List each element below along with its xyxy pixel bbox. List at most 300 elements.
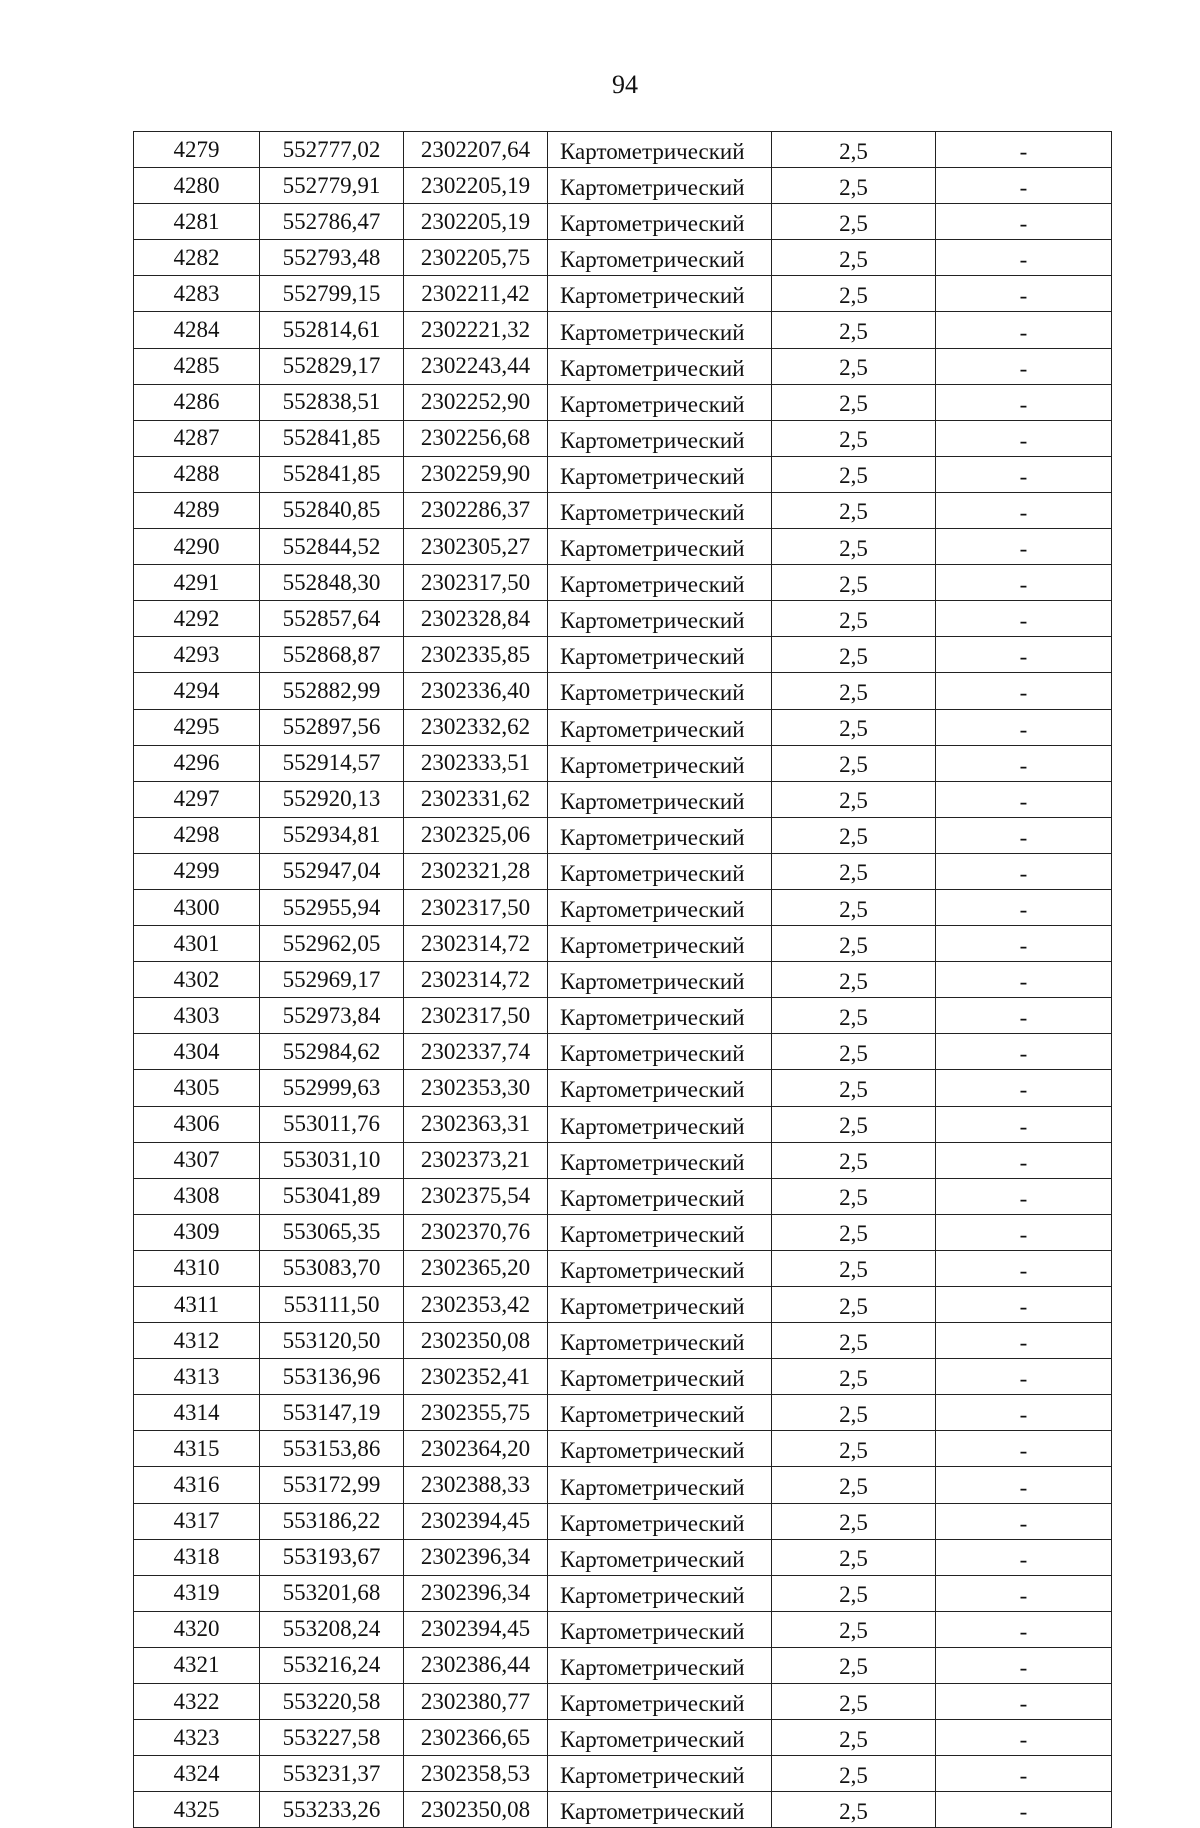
table-row [134, 276, 1112, 312]
x-coordinate-cell: 552841,85 [260, 420, 404, 456]
table-row [134, 204, 1112, 240]
point-number-cell: 4304 [134, 1034, 260, 1070]
table-row [134, 709, 1112, 745]
y-coordinate-cell: 2302380,77 [404, 1684, 548, 1720]
point-number-cell: 4298 [134, 817, 260, 853]
note-cell: - [936, 889, 1112, 925]
note-cell: - [936, 529, 1112, 565]
note-cell: - [936, 601, 1112, 637]
accuracy-cell: 2,5 [772, 1467, 936, 1503]
table-row [134, 998, 1112, 1034]
point-number-cell: 4321 [134, 1647, 260, 1683]
accuracy-cell: 2,5 [772, 926, 936, 962]
y-coordinate-cell: 2302205,19 [404, 168, 548, 204]
x-coordinate-cell: 552962,05 [260, 926, 404, 962]
point-number-cell: 4311 [134, 1287, 260, 1323]
y-coordinate-cell: 2302337,74 [404, 1034, 548, 1070]
accuracy-cell: 2,5 [772, 1431, 936, 1467]
y-coordinate-cell: 2302353,30 [404, 1070, 548, 1106]
y-coordinate-cell: 2302286,37 [404, 492, 548, 528]
y-coordinate-cell: 2302333,51 [404, 745, 548, 781]
y-coordinate-cell: 2302358,53 [404, 1756, 548, 1792]
accuracy-cell: 2,5 [772, 637, 936, 673]
method-cell: Картометрический [548, 240, 772, 276]
table-row [134, 853, 1112, 889]
y-coordinate-cell: 2302388,33 [404, 1467, 548, 1503]
table-row [134, 745, 1112, 781]
x-coordinate-cell: 553193,67 [260, 1539, 404, 1575]
x-coordinate-cell: 552947,04 [260, 853, 404, 889]
note-cell: - [936, 1106, 1112, 1142]
x-coordinate-cell: 553231,37 [260, 1756, 404, 1792]
accuracy-cell: 2,5 [772, 565, 936, 601]
table-row [134, 1395, 1112, 1431]
accuracy-cell: 2,5 [772, 384, 936, 420]
point-number-cell: 4317 [134, 1503, 260, 1539]
accuracy-cell: 2,5 [772, 1575, 936, 1611]
y-coordinate-cell: 2302207,64 [404, 132, 548, 168]
accuracy-cell: 2,5 [772, 276, 936, 312]
accuracy-cell: 2,5 [772, 962, 936, 998]
point-number-cell: 4291 [134, 565, 260, 601]
note-cell: - [936, 1214, 1112, 1250]
note-cell: - [936, 1287, 1112, 1323]
method-cell: Картометрический [548, 1611, 772, 1647]
point-number-cell: 4280 [134, 168, 260, 204]
accuracy-cell: 2,5 [772, 492, 936, 528]
table-row [134, 1178, 1112, 1214]
note-cell: - [936, 384, 1112, 420]
accuracy-cell: 2,5 [772, 529, 936, 565]
y-coordinate-cell: 2302317,50 [404, 565, 548, 601]
y-coordinate-cell: 2302373,21 [404, 1142, 548, 1178]
accuracy-cell: 2,5 [772, 168, 936, 204]
x-coordinate-cell: 552814,61 [260, 312, 404, 348]
note-cell: - [936, 926, 1112, 962]
y-coordinate-cell: 2302325,06 [404, 817, 548, 853]
accuracy-cell: 2,5 [772, 745, 936, 781]
method-cell: Картометрический [548, 1323, 772, 1359]
accuracy-cell: 2,5 [772, 1503, 936, 1539]
x-coordinate-cell: 552973,84 [260, 998, 404, 1034]
note-cell: - [936, 1467, 1112, 1503]
method-cell: Картометрический [548, 1756, 772, 1792]
table-row [134, 1792, 1112, 1828]
point-number-cell: 4312 [134, 1323, 260, 1359]
point-number-cell: 4284 [134, 312, 260, 348]
point-number-cell: 4293 [134, 637, 260, 673]
table-row [134, 240, 1112, 276]
accuracy-cell: 2,5 [772, 420, 936, 456]
x-coordinate-cell: 552934,81 [260, 817, 404, 853]
y-coordinate-cell: 2302394,45 [404, 1503, 548, 1539]
accuracy-cell: 2,5 [772, 1756, 936, 1792]
accuracy-cell: 2,5 [772, 1647, 936, 1683]
note-cell: - [936, 1178, 1112, 1214]
method-cell: Картометрический [548, 1359, 772, 1395]
y-coordinate-cell: 2302396,34 [404, 1575, 548, 1611]
method-cell: Картометрический [548, 1287, 772, 1323]
method-cell: Картометрический [548, 1395, 772, 1431]
point-number-cell: 4313 [134, 1359, 260, 1395]
table-row [134, 1106, 1112, 1142]
accuracy-cell: 2,5 [772, 998, 936, 1034]
accuracy-cell: 2,5 [772, 312, 936, 348]
y-coordinate-cell: 2302331,62 [404, 781, 548, 817]
y-coordinate-cell: 2302314,72 [404, 926, 548, 962]
table-row [134, 637, 1112, 673]
method-cell: Картометрический [548, 1503, 772, 1539]
y-coordinate-cell: 2302350,08 [404, 1792, 548, 1828]
page-number: 94 [612, 70, 638, 99]
table-row [134, 1720, 1112, 1756]
point-number-cell: 4288 [134, 456, 260, 492]
accuracy-cell: 2,5 [772, 1106, 936, 1142]
accuracy-cell: 2,5 [772, 853, 936, 889]
method-cell: Картометрический [548, 926, 772, 962]
y-coordinate-cell: 2302221,32 [404, 312, 548, 348]
point-number-cell: 4310 [134, 1250, 260, 1286]
note-cell: - [936, 1503, 1112, 1539]
x-coordinate-cell: 552799,15 [260, 276, 404, 312]
y-coordinate-cell: 2302336,40 [404, 673, 548, 709]
table-row [134, 817, 1112, 853]
y-coordinate-cell: 2302314,72 [404, 962, 548, 998]
note-cell: - [936, 456, 1112, 492]
table-row [134, 889, 1112, 925]
table-row [134, 492, 1112, 528]
method-cell: Картометрический [548, 529, 772, 565]
table-row [134, 1539, 1112, 1575]
x-coordinate-cell: 552777,02 [260, 132, 404, 168]
table-row [134, 384, 1112, 420]
y-coordinate-cell: 2302328,84 [404, 601, 548, 637]
point-number-cell: 4308 [134, 1178, 260, 1214]
note-cell: - [936, 492, 1112, 528]
table-row [134, 1684, 1112, 1720]
x-coordinate-cell: 553172,99 [260, 1467, 404, 1503]
point-number-cell: 4285 [134, 348, 260, 384]
point-number-cell: 4309 [134, 1214, 260, 1250]
accuracy-cell: 2,5 [772, 1214, 936, 1250]
point-number-cell: 4299 [134, 853, 260, 889]
accuracy-cell: 2,5 [772, 1792, 936, 1828]
accuracy-cell: 2,5 [772, 673, 936, 709]
x-coordinate-cell: 552955,94 [260, 889, 404, 925]
table-row [134, 1070, 1112, 1106]
method-cell: Картометрический [548, 565, 772, 601]
note-cell: - [936, 1395, 1112, 1431]
note-cell: - [936, 1647, 1112, 1683]
x-coordinate-cell: 552844,52 [260, 529, 404, 565]
method-cell: Картометрический [548, 132, 772, 168]
point-number-cell: 4303 [134, 998, 260, 1034]
point-number-cell: 4289 [134, 492, 260, 528]
x-coordinate-cell: 552840,85 [260, 492, 404, 528]
method-cell: Картометрический [548, 1684, 772, 1720]
table-row [134, 529, 1112, 565]
point-number-cell: 4290 [134, 529, 260, 565]
point-number-cell: 4322 [134, 1684, 260, 1720]
table-row [134, 1647, 1112, 1683]
x-coordinate-cell: 553147,19 [260, 1395, 404, 1431]
accuracy-cell: 2,5 [772, 1539, 936, 1575]
note-cell: - [936, 1684, 1112, 1720]
y-coordinate-cell: 2302305,27 [404, 529, 548, 565]
point-number-cell: 4306 [134, 1106, 260, 1142]
method-cell: Картометрический [548, 276, 772, 312]
note-cell: - [936, 817, 1112, 853]
point-number-cell: 4282 [134, 240, 260, 276]
note-cell: - [936, 1792, 1112, 1828]
x-coordinate-cell: 552984,62 [260, 1034, 404, 1070]
method-cell: Картометрический [548, 312, 772, 348]
point-number-cell: 4283 [134, 276, 260, 312]
x-coordinate-cell: 552999,63 [260, 1070, 404, 1106]
method-cell: Картометрический [548, 673, 772, 709]
y-coordinate-cell: 2302321,28 [404, 853, 548, 889]
table-row [134, 312, 1112, 348]
point-number-cell: 4292 [134, 601, 260, 637]
x-coordinate-cell: 552848,30 [260, 565, 404, 601]
y-coordinate-cell: 2302386,44 [404, 1647, 548, 1683]
x-coordinate-cell: 552779,91 [260, 168, 404, 204]
note-cell: - [936, 1611, 1112, 1647]
table-row [134, 132, 1112, 168]
method-cell: Картометрический [548, 1467, 772, 1503]
accuracy-cell: 2,5 [772, 709, 936, 745]
method-cell: Картометрический [548, 1720, 772, 1756]
y-coordinate-cell: 2302317,50 [404, 998, 548, 1034]
x-coordinate-cell: 552838,51 [260, 384, 404, 420]
note-cell: - [936, 204, 1112, 240]
table-row [134, 962, 1112, 998]
note-cell: - [936, 853, 1112, 889]
x-coordinate-cell: 553208,24 [260, 1611, 404, 1647]
method-cell: Картометрический [548, 1178, 772, 1214]
point-number-cell: 4294 [134, 673, 260, 709]
x-coordinate-cell: 552793,48 [260, 240, 404, 276]
note-cell: - [936, 1720, 1112, 1756]
x-coordinate-cell: 553083,70 [260, 1250, 404, 1286]
y-coordinate-cell: 2302332,62 [404, 709, 548, 745]
x-coordinate-cell: 553201,68 [260, 1575, 404, 1611]
y-coordinate-cell: 2302355,75 [404, 1395, 548, 1431]
x-coordinate-cell: 553065,35 [260, 1214, 404, 1250]
table-row [134, 926, 1112, 962]
x-coordinate-cell: 552914,57 [260, 745, 404, 781]
x-coordinate-cell: 552897,56 [260, 709, 404, 745]
x-coordinate-cell: 552829,17 [260, 348, 404, 384]
note-cell: - [936, 565, 1112, 601]
table-row [134, 1756, 1112, 1792]
table-row [134, 673, 1112, 709]
table-row [134, 1503, 1112, 1539]
y-coordinate-cell: 2302353,42 [404, 1287, 548, 1323]
x-coordinate-cell: 553153,86 [260, 1431, 404, 1467]
accuracy-cell: 2,5 [772, 1395, 936, 1431]
x-coordinate-cell: 552920,13 [260, 781, 404, 817]
y-coordinate-cell: 2302365,20 [404, 1250, 548, 1286]
note-cell: - [936, 1539, 1112, 1575]
point-number-cell: 4281 [134, 204, 260, 240]
method-cell: Картометрический [548, 1214, 772, 1250]
method-cell: Картометрический [548, 709, 772, 745]
method-cell: Картометрический [548, 456, 772, 492]
point-number-cell: 4319 [134, 1575, 260, 1611]
method-cell: Картометрический [548, 889, 772, 925]
y-coordinate-cell: 2302364,20 [404, 1431, 548, 1467]
method-cell: Картометрический [548, 492, 772, 528]
note-cell: - [936, 962, 1112, 998]
y-coordinate-cell: 2302350,08 [404, 1323, 548, 1359]
method-cell: Картометрический [548, 781, 772, 817]
y-coordinate-cell: 2302352,41 [404, 1359, 548, 1395]
x-coordinate-cell: 552882,99 [260, 673, 404, 709]
note-cell: - [936, 745, 1112, 781]
x-coordinate-cell: 553216,24 [260, 1647, 404, 1683]
x-coordinate-cell: 552868,87 [260, 637, 404, 673]
point-number-cell: 4305 [134, 1070, 260, 1106]
method-cell: Картометрический [548, 817, 772, 853]
note-cell: - [936, 1250, 1112, 1286]
note-cell: - [936, 168, 1112, 204]
y-coordinate-cell: 2302205,75 [404, 240, 548, 276]
y-coordinate-cell: 2302243,44 [404, 348, 548, 384]
table-row [134, 1214, 1112, 1250]
x-coordinate-cell: 552841,85 [260, 456, 404, 492]
table-row [134, 565, 1112, 601]
coordinates-table-body [134, 132, 1112, 1828]
method-cell: Картометрический [548, 1250, 772, 1286]
table-row [134, 168, 1112, 204]
y-coordinate-cell: 2302363,31 [404, 1106, 548, 1142]
x-coordinate-cell: 553220,58 [260, 1684, 404, 1720]
point-number-cell: 4286 [134, 384, 260, 420]
method-cell: Картометрический [548, 384, 772, 420]
y-coordinate-cell: 2302252,90 [404, 384, 548, 420]
x-coordinate-cell: 552969,17 [260, 962, 404, 998]
table-row [134, 601, 1112, 637]
note-cell: - [936, 998, 1112, 1034]
accuracy-cell: 2,5 [772, 781, 936, 817]
accuracy-cell: 2,5 [772, 1359, 936, 1395]
point-number-cell: 4324 [134, 1756, 260, 1792]
note-cell: - [936, 420, 1112, 456]
coordinates-table [133, 131, 1112, 1828]
accuracy-cell: 2,5 [772, 204, 936, 240]
accuracy-cell: 2,5 [772, 889, 936, 925]
method-cell: Картометрический [548, 168, 772, 204]
accuracy-cell: 2,5 [772, 1720, 936, 1756]
note-cell: - [936, 637, 1112, 673]
method-cell: Картометрический [548, 204, 772, 240]
accuracy-cell: 2,5 [772, 601, 936, 637]
point-number-cell: 4307 [134, 1142, 260, 1178]
note-cell: - [936, 240, 1112, 276]
table-row [134, 1431, 1112, 1467]
accuracy-cell: 2,5 [772, 1611, 936, 1647]
point-number-cell: 4295 [134, 709, 260, 745]
note-cell: - [936, 673, 1112, 709]
note-cell: - [936, 312, 1112, 348]
table-row [134, 348, 1112, 384]
point-number-cell: 4300 [134, 889, 260, 925]
point-number-cell: 4297 [134, 781, 260, 817]
point-number-cell: 4325 [134, 1792, 260, 1828]
y-coordinate-cell: 2302211,42 [404, 276, 548, 312]
note-cell: - [936, 1431, 1112, 1467]
accuracy-cell: 2,5 [772, 1250, 936, 1286]
note-cell: - [936, 781, 1112, 817]
table-row [134, 1250, 1112, 1286]
accuracy-cell: 2,5 [772, 1323, 936, 1359]
method-cell: Картометрический [548, 962, 772, 998]
point-number-cell: 4315 [134, 1431, 260, 1467]
x-coordinate-cell: 552857,64 [260, 601, 404, 637]
x-coordinate-cell: 553111,50 [260, 1287, 404, 1323]
y-coordinate-cell: 2302335,85 [404, 637, 548, 673]
method-cell: Картометрический [548, 1142, 772, 1178]
y-coordinate-cell: 2302317,50 [404, 889, 548, 925]
table-row [134, 781, 1112, 817]
method-cell: Картометрический [548, 1431, 772, 1467]
method-cell: Картометрический [548, 1106, 772, 1142]
accuracy-cell: 2,5 [772, 1684, 936, 1720]
accuracy-cell: 2,5 [772, 132, 936, 168]
method-cell: Картометрический [548, 637, 772, 673]
table-row [134, 1034, 1112, 1070]
point-number-cell: 4323 [134, 1720, 260, 1756]
note-cell: - [936, 1359, 1112, 1395]
point-number-cell: 4296 [134, 745, 260, 781]
table-row [134, 1287, 1112, 1323]
method-cell: Картометрический [548, 348, 772, 384]
note-cell: - [936, 276, 1112, 312]
x-coordinate-cell: 553031,10 [260, 1142, 404, 1178]
table-row [134, 1611, 1112, 1647]
point-number-cell: 4302 [134, 962, 260, 998]
y-coordinate-cell: 2302394,45 [404, 1611, 548, 1647]
y-coordinate-cell: 2302370,76 [404, 1214, 548, 1250]
note-cell: - [936, 1756, 1112, 1792]
y-coordinate-cell: 2302366,65 [404, 1720, 548, 1756]
table-row [134, 1142, 1112, 1178]
method-cell: Картометрический [548, 1034, 772, 1070]
method-cell: Картометрический [548, 745, 772, 781]
accuracy-cell: 2,5 [772, 1070, 936, 1106]
accuracy-cell: 2,5 [772, 1034, 936, 1070]
point-number-cell: 4314 [134, 1395, 260, 1431]
method-cell: Картометрический [548, 1575, 772, 1611]
point-number-cell: 4316 [134, 1467, 260, 1503]
accuracy-cell: 2,5 [772, 1287, 936, 1323]
table-row [134, 456, 1112, 492]
method-cell: Картометрический [548, 420, 772, 456]
y-coordinate-cell: 2302396,34 [404, 1539, 548, 1575]
accuracy-cell: 2,5 [772, 1142, 936, 1178]
x-coordinate-cell: 553136,96 [260, 1359, 404, 1395]
y-coordinate-cell: 2302205,19 [404, 204, 548, 240]
method-cell: Картометрический [548, 1647, 772, 1683]
table-row [134, 420, 1112, 456]
accuracy-cell: 2,5 [772, 817, 936, 853]
y-coordinate-cell: 2302375,54 [404, 1178, 548, 1214]
table-row [134, 1467, 1112, 1503]
table-row [134, 1359, 1112, 1395]
x-coordinate-cell: 552786,47 [260, 204, 404, 240]
method-cell: Картометрический [548, 1539, 772, 1575]
